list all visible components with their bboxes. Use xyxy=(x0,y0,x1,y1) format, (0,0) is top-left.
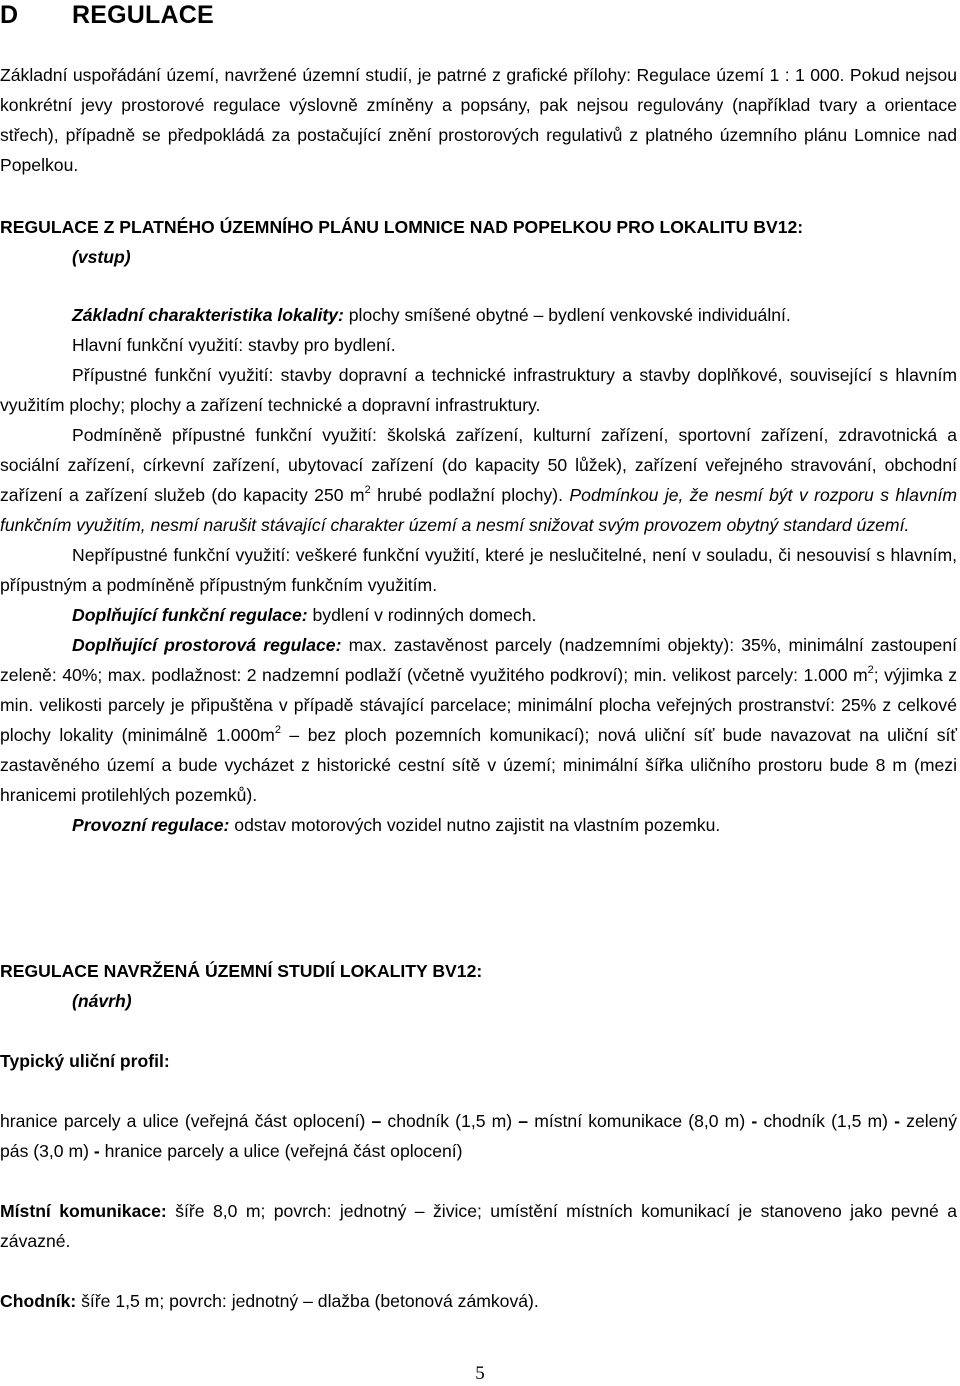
profile-dash-5: - xyxy=(93,1141,100,1161)
proposed-regulation-section xyxy=(0,956,957,1016)
forbidden-use-paragraph: Nepřípustné funkční využití: veškeré funkční využití, které je neslučitelné, není v souladu, či nesouvisí s hlavním, přípustným a podmíněně přípustným funkčním využitím. xyxy=(0,545,957,595)
spatial-text-2: ; výjimka z min. velikosti parcely je připuštěna v případě stávající parcelace; minimální plocha veřejných prostranství: 25% z celkové plochy lokality (minimálně 1.000m xyxy=(0,665,957,745)
characteristic-text: plochy smíšené obytné – bydlení venkovské individuální. xyxy=(343,305,791,325)
profile-dash-1: – xyxy=(371,1111,382,1131)
street-profile-heading-block xyxy=(0,1046,957,1076)
page-number: 5 xyxy=(475,1363,485,1384)
spatial-regulation-label: Doplňující prostorová regulace: xyxy=(72,635,342,655)
sidewalk-block xyxy=(0,1286,957,1316)
proposed-subheading: (návrh) xyxy=(72,991,132,1011)
functional-regulation-text: bydlení v rodinných domech. xyxy=(307,605,537,625)
section-title: REGULACE xyxy=(72,1,214,29)
intro-text: Základní uspořádání území, navržené územní studií, je patrné z grafické přílohy: Regulace území 1 : 1 000. Pokud nejsou konkrétní jevy prostorové regulace výslovně zmíněny a popsány, pak nejsou regulovány (například tvary a orientace střech), případně se předpokládá za postačující znění prostorových regulativů z platného územního plánu Lomnice nad Popelkou. xyxy=(0,65,957,175)
existing-regulation-section xyxy=(0,212,957,272)
existing-regulation-body xyxy=(0,300,957,840)
functional-regulation-paragraph xyxy=(0,600,957,630)
profile-part-1: hranice parcely a ulice (veřejná část oplocení) xyxy=(0,1111,372,1131)
spatial-text-1: max. zastavěnost parcely (nadzemními objekty): 35%, minimální zastoupení zeleně: 40%; max. podlažnost: 2 nadzemní podlaží (včetně využitého podkroví); min. velikost parcely: 1.000 m xyxy=(0,635,957,685)
profile-dash-3: - xyxy=(751,1111,758,1131)
street-profile-heading: Typický uliční profil: xyxy=(0,1051,170,1071)
sidewalk-paragraph xyxy=(0,1286,957,1316)
spatial-sup-1: 2 xyxy=(867,664,874,676)
street-profile-block xyxy=(0,1106,957,1166)
sidewalk-text: šíře 1,5 m; povrch: jednotný – dlažba (betonová zámková). xyxy=(76,1291,539,1311)
main-use-paragraph: Hlavní funkční využití: stavby pro bydlení. xyxy=(72,335,396,355)
conditional-italic-text: Podmínkou je, že nesmí být v rozporu s hlavním funkčním využitím, nesmí narušit stávající charakter území a nesmí snižovat svým provozem obytný standard území. xyxy=(0,485,957,535)
local-roads-paragraph xyxy=(0,1196,957,1256)
profile-part-5: zelený pás (3,0 m) xyxy=(0,1111,958,1161)
profile-part-2: chodník (1,5 m) xyxy=(381,1111,519,1131)
existing-heading: REGULACE Z PLATNÉHO ÚZEMNÍHO PLÁNU LOMNICE NAD POPELKOU PRO LOKALITU BV12: xyxy=(0,217,804,237)
characteristic-paragraph xyxy=(0,300,957,330)
conditional-sup: 2 xyxy=(364,484,371,496)
operational-regulation-label: Provozní regulace: xyxy=(72,815,230,835)
profile-part-3: místní komunikace (8,0 m) xyxy=(528,1111,752,1131)
profile-dash-2: – xyxy=(518,1111,529,1131)
operational-regulation-paragraph xyxy=(0,810,957,840)
section-heading xyxy=(0,0,214,30)
functional-regulation-label: Doplňující funkční regulace: xyxy=(72,605,308,625)
operational-regulation-text: odstav motorových vozidel nutno zajistit na vlastním pozemku. xyxy=(229,815,721,835)
conditional-use-paragraph xyxy=(0,420,957,540)
characteristic-label: Základní charakteristika lokality: xyxy=(72,305,344,325)
conditional-text-2: hrubé podlažní plochy). xyxy=(370,485,570,505)
permitted-use-paragraph: Přípustné funkční využití: stavby dopravní a technické infrastruktury a stavby doplňkové, související s hlavním využitím plochy; plochy a zařízení technické a dopravní infrastruktury. xyxy=(0,365,957,415)
street-profile-text xyxy=(0,1106,957,1166)
section-letter: D xyxy=(0,1,19,29)
spatial-regulation-paragraph xyxy=(0,630,957,810)
local-roads-text: šíře 8,0 m; povrch: jednotný – živice; umístění místních komunikací je stanoveno jako pevné a závazné. xyxy=(0,1201,957,1251)
existing-subheading: (vstup) xyxy=(72,247,131,267)
profile-dash-4: - xyxy=(894,1111,901,1131)
local-roads-block xyxy=(0,1196,957,1256)
conditional-text-1: Podmíněně přípustné funkční využití: školská zařízení, kulturní zařízení, sportovní zařízení, zdravotnická a sociální zařízení, církevní zařízení, ubytovací zařízení (do kapacity 50 lůžek), zařízení veřejného stravování, obchodní zařízení a zařízení služeb (do kapacity 250 m xyxy=(0,425,957,505)
intro-paragraph xyxy=(0,60,957,180)
spatial-sup-2: 2 xyxy=(274,724,281,736)
profile-part-4: chodník (1,5 m) xyxy=(757,1111,895,1131)
spatial-text-3: – bez ploch pozemních komunikací); nová uliční síť bude navazovat na uliční síť zastavěného území a bude vycházet z historické cestní sítě v území; minimální šířka uličního prostoru bude 8 m (mezi hranicemi protilehlých pozemků). xyxy=(0,725,957,805)
proposed-heading: REGULACE NAVRŽENÁ ÚZEMNÍ STUDIÍ LOKALITY BV12: xyxy=(0,961,483,981)
local-roads-label: Místní komunikace: xyxy=(0,1201,167,1221)
profile-part-6: hranice parcely a ulice (veřejná část oplocení) xyxy=(99,1141,463,1161)
sidewalk-label: Chodník: xyxy=(0,1291,77,1311)
